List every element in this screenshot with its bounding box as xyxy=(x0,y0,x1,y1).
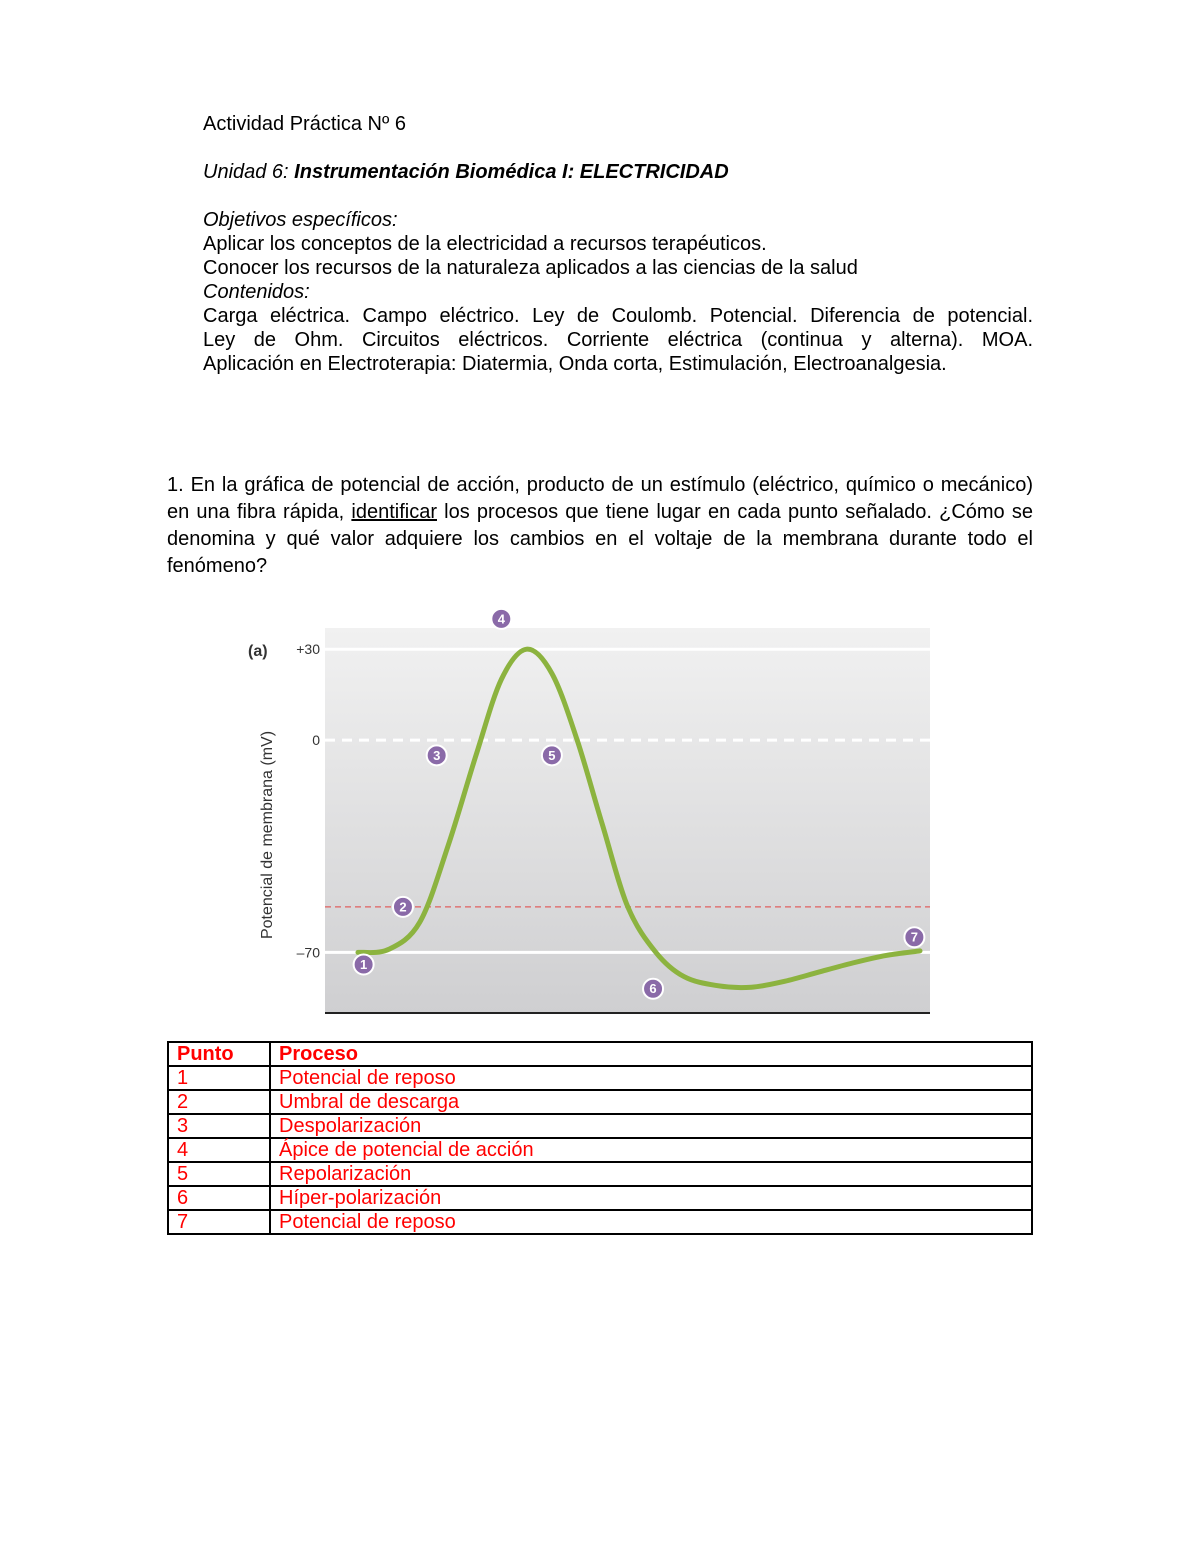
objectives-title: Objetivos específicos: xyxy=(203,209,398,231)
process-name-cell: Repolarización xyxy=(270,1162,1032,1186)
process-table xyxy=(167,1041,1033,1235)
y-tick-label: 0 xyxy=(312,732,320,749)
process-name-cell: Despolarización xyxy=(270,1114,1032,1138)
table-row xyxy=(168,1090,1032,1114)
process-name-cell: Umbral de descarga xyxy=(270,1090,1032,1114)
contents-line-3: Aplicación en Electroterapia: Diatermia, Onda corta, Estimulación, Electroanalgesia. xyxy=(203,353,947,375)
question-text xyxy=(167,472,1033,580)
process-name-cell: Potencial de reposo xyxy=(270,1066,1032,1090)
table-row xyxy=(168,1138,1032,1162)
document-header xyxy=(203,112,1033,376)
contents-line-1: Carga eléctrica. Campo eléctrico. Ley de Coulomb. Potencial. Diferencia de potencial. xyxy=(203,305,1033,327)
process-name-cell: Potencial de reposo xyxy=(270,1210,1032,1234)
marker-label: 5 xyxy=(548,747,556,763)
y-tick-label: +30 xyxy=(296,641,320,658)
point-number-cell: 2 xyxy=(168,1090,270,1114)
objective-2: Conocer los recursos de la naturaleza aplicados a las ciencias de la salud xyxy=(203,257,858,279)
point-number-cell: 4 xyxy=(168,1138,270,1162)
table-row xyxy=(168,1066,1032,1090)
point-marker-6 xyxy=(643,979,663,999)
table-row xyxy=(168,1186,1032,1210)
table-row xyxy=(168,1114,1032,1138)
y-tick-label: –70 xyxy=(296,944,320,961)
marker-label: 4 xyxy=(497,611,505,627)
point-marker-2 xyxy=(393,897,413,917)
contents-line-2: Ley de Ohm. Circuitos eléctricos. Corriente eléctrica (continua y alterna). MOA. xyxy=(203,329,1033,351)
action-potential-chart xyxy=(240,611,940,1020)
point-number-cell: 6 xyxy=(168,1186,270,1210)
table-row xyxy=(168,1162,1032,1186)
table-header-row xyxy=(168,1042,1032,1066)
y-axis-label: Potencial de membrana (mV) xyxy=(259,730,276,940)
header-punto: Punto xyxy=(168,1042,270,1066)
marker-label: 1 xyxy=(360,956,368,972)
contents-title: Contenidos: xyxy=(203,281,310,303)
marker-label: 2 xyxy=(399,899,407,915)
point-number-cell: 1 xyxy=(168,1066,270,1090)
header-proceso: Proceso xyxy=(270,1042,1032,1066)
point-number-cell: 5 xyxy=(168,1162,270,1186)
unit-prefix: Unidad 6: xyxy=(203,161,289,183)
point-marker-7 xyxy=(904,927,924,947)
point-number-cell: 7 xyxy=(168,1210,270,1234)
marker-label: 7 xyxy=(910,929,918,945)
process-name-cell: Ápice de potencial de acción xyxy=(270,1138,1032,1162)
table-row xyxy=(168,1210,1032,1234)
point-marker-3 xyxy=(427,745,447,765)
question-part-2: los procesos que tiene lugar en cada punto señalado. ¿Cómo se denomina y qué valor adquiere los cambios en el voltaje de la membrana durante todo el fenómeno? xyxy=(167,501,1033,577)
marker-label: 3 xyxy=(433,747,441,763)
point-marker-1 xyxy=(354,954,374,974)
plot-area xyxy=(325,628,930,1013)
question-part-1: 1. En la gráfica de potencial de acción, producto de un estímulo (eléctrico, químico o mecánico) en una fibra rápida, xyxy=(167,474,1033,523)
point-marker-4 xyxy=(491,609,511,629)
point-number-cell: 3 xyxy=(168,1114,270,1138)
point-marker-5 xyxy=(542,745,562,765)
document-title: Actividad Práctica Nº 6 xyxy=(203,113,406,135)
unit-heading xyxy=(203,160,1033,184)
process-name-cell: Híper-polarización xyxy=(270,1186,1032,1210)
panel-label: (a) xyxy=(248,643,268,660)
marker-label: 6 xyxy=(649,981,657,997)
objective-1: Aplicar los conceptos de la electricidad a recursos terapéuticos. xyxy=(203,233,767,255)
unit-name: Instrumentación Biomédica I: ELECTRICIDAD xyxy=(288,161,729,183)
question-keyword: identificar xyxy=(351,501,437,523)
